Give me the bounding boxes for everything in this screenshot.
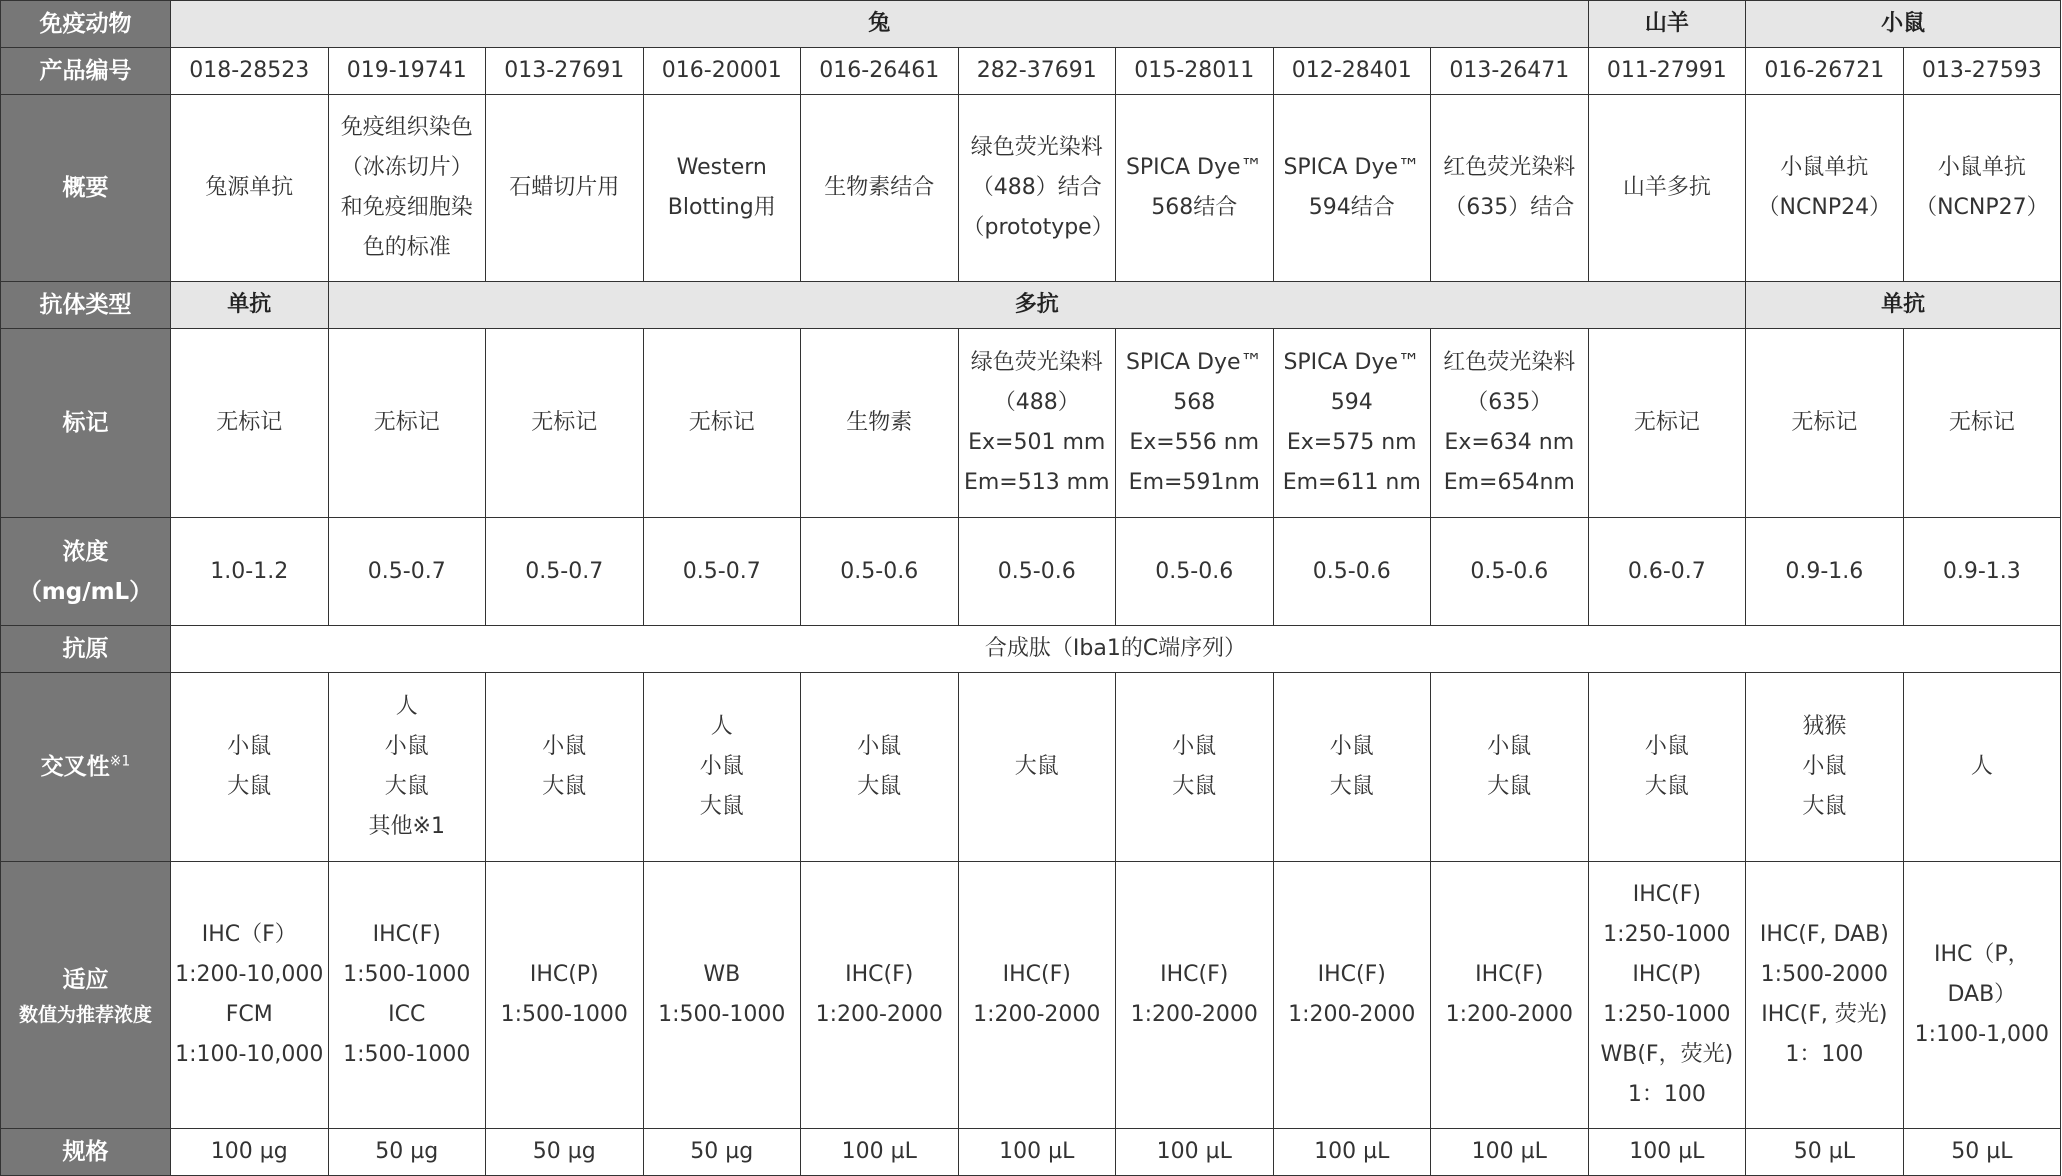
summary-cell-line: 生物素结合 <box>824 175 935 200</box>
row-concentration <box>1 518 2061 626</box>
application-cell-line: DAB） <box>1947 982 2017 1007</box>
cross-reactivity-cell-line: 小鼠 <box>1487 734 1532 759</box>
row-header-application <box>1 862 171 1129</box>
cross-reactivity-cell-line: 大鼠 <box>384 774 429 799</box>
summary-cell-line: （488）结合 <box>971 175 1102 200</box>
application-cell-line: 1:200-2000 <box>973 1002 1101 1027</box>
application-cell-line: 1:500-1000 <box>658 1002 786 1027</box>
row-product-no <box>1 48 2061 95</box>
label-cell-line: Ex=501 mm <box>968 430 1106 455</box>
summary-cell <box>1273 95 1431 282</box>
summary-cell <box>171 95 329 282</box>
label-cell <box>171 329 329 518</box>
label-cell-line: （635） <box>1466 390 1553 415</box>
animal-group-goat: 山羊 <box>1588 1 1746 48</box>
label-cell-line: SPICA Dye™ <box>1283 350 1421 375</box>
label-cell <box>1903 329 2061 518</box>
summary-cell-line: SPICA Dye™ <box>1283 155 1421 180</box>
application-cell-line: 1:500-1000 <box>500 1002 628 1027</box>
cross-reactivity-cell <box>1116 673 1274 862</box>
label-cell-line: 无标记 <box>1948 410 2015 435</box>
application-cell <box>801 862 959 1129</box>
application-cell-line: IHC（F） <box>201 922 297 947</box>
application-cell <box>1116 862 1274 1129</box>
application-cell-line: 1:100-10,000 <box>175 1042 324 1067</box>
label-cell-line: Ex=634 nm <box>1444 430 1575 455</box>
cross-reactivity-cell-line: 大鼠 <box>857 774 902 799</box>
cross-reactivity-cell-line: 小鼠 <box>1172 734 1217 759</box>
cross-reactivity-cell-line: 小鼠 <box>1644 734 1689 759</box>
row-header-product-no: 产品编号 <box>1 48 171 95</box>
cross-reactivity-cell-line: 大鼠 <box>1329 774 1374 799</box>
product-code-cell: 011-27991 <box>1588 48 1746 95</box>
summary-cell-line: （635）结合 <box>1444 195 1575 220</box>
label-cell-line: Ex=575 nm <box>1286 430 1417 455</box>
application-cell-line: IHC(F) <box>1475 962 1544 987</box>
application-cell-line: 1:200-2000 <box>1288 1002 1416 1027</box>
application-cell-line: FCM <box>225 1002 273 1027</box>
summary-cell <box>1116 95 1274 282</box>
application-cell-line: IHC(P) <box>529 962 599 987</box>
label-cell-line: 568 <box>1173 390 1216 415</box>
summary-cell <box>801 95 959 282</box>
cross-reactivity-note-mark: ※1 <box>109 753 131 770</box>
application-cell-line: 1:500-2000 <box>1760 962 1888 987</box>
summary-cell-line: Western <box>676 155 767 180</box>
cross-reactivity-cell-line: 大鼠 <box>542 774 587 799</box>
summary-cell-line: 石蜡切片用 <box>509 175 620 200</box>
summary-cell <box>486 95 644 282</box>
application-cell-line: ICC <box>388 1002 426 1027</box>
row-header-cross-reactivity <box>1 673 171 862</box>
label-cell-line: 无标记 <box>373 410 440 435</box>
label-cell <box>958 329 1116 518</box>
product-code-cell: 019-19741 <box>328 48 486 95</box>
application-cell-line: IHC(F) <box>1317 962 1386 987</box>
row-header-size: 规格 <box>1 1129 171 1176</box>
label-cell <box>643 329 801 518</box>
concentration-header-line-1: 浓度 <box>62 538 109 565</box>
size-cell: 50 µg <box>643 1129 801 1176</box>
cross-reactivity-cell <box>486 673 644 862</box>
application-cell-line: IHC(F) <box>1632 882 1701 907</box>
application-header-text: 适应 <box>62 967 109 993</box>
concentration-cell: 0.5-0.6 <box>1431 518 1589 626</box>
size-cell: 100 µL <box>958 1129 1116 1176</box>
concentration-cell: 0.5-0.6 <box>958 518 1116 626</box>
concentration-cell: 0.6-0.7 <box>1588 518 1746 626</box>
concentration-cell: 0.9-1.6 <box>1746 518 1904 626</box>
cross-reactivity-cell-line: 人 <box>710 714 733 739</box>
product-code-cell: 282-37691 <box>958 48 1116 95</box>
row-header-antibody-type: 抗体类型 <box>1 282 171 329</box>
label-cell <box>486 329 644 518</box>
cross-reactivity-cell <box>328 673 486 862</box>
cross-reactivity-cell-line: 其他※1 <box>368 814 445 839</box>
application-cell <box>1431 862 1589 1129</box>
antibody-type-polyclonal: 多抗 <box>328 282 1746 329</box>
product-code-cell: 012-28401 <box>1273 48 1431 95</box>
label-cell <box>1746 329 1904 518</box>
cross-reactivity-cell-line: 大鼠 <box>1172 774 1217 799</box>
application-cell-line: 1:200-2000 <box>1130 1002 1258 1027</box>
product-code-cell: 015-28011 <box>1116 48 1274 95</box>
row-header-antigen: 抗原 <box>1 626 171 673</box>
cross-reactivity-cell-line: 狨猴 <box>1802 714 1847 739</box>
application-cell <box>171 862 329 1129</box>
concentration-cell: 0.5-0.7 <box>643 518 801 626</box>
summary-cell-line: 594结合 <box>1308 195 1395 220</box>
cross-reactivity-cell-line: 小鼠 <box>1802 754 1847 779</box>
cross-reactivity-cell-line: 大鼠 <box>1802 794 1847 819</box>
application-cell <box>486 862 644 1129</box>
cross-reactivity-cell-line: 小鼠 <box>857 734 902 759</box>
label-cell-line: 无标记 <box>1633 410 1700 435</box>
cross-reactivity-cell <box>171 673 329 862</box>
summary-cell-line: SPICA Dye™ <box>1125 155 1263 180</box>
product-code-cell: 013-26471 <box>1431 48 1589 95</box>
label-cell-line: 绿色荧光染料 <box>970 350 1103 375</box>
size-cell: 100 µL <box>801 1129 959 1176</box>
product-code-cell: 013-27691 <box>486 48 644 95</box>
size-cell: 100 µL <box>1116 1129 1274 1176</box>
application-cell <box>1903 862 2061 1129</box>
cross-reactivity-cell <box>643 673 801 862</box>
application-header-subtext: 数值为推荐浓度 <box>18 1004 152 1026</box>
cross-reactivity-cell-line: 大鼠 <box>1644 774 1689 799</box>
label-cell-line: SPICA Dye™ <box>1125 350 1263 375</box>
summary-cell-line: 兔源单抗 <box>205 175 294 200</box>
product-code-cell: 018-28523 <box>171 48 329 95</box>
row-summary <box>1 95 2061 282</box>
summary-cell-line: （冰冻切片） <box>340 155 473 180</box>
concentration-cell: 0.5-0.6 <box>801 518 959 626</box>
label-cell-line: 无标记 <box>531 410 598 435</box>
cross-reactivity-cell-line: 大鼠 <box>699 794 744 819</box>
summary-cell-line: 和免疫细胞染 <box>340 195 473 220</box>
label-cell-line: （488） <box>993 390 1080 415</box>
cross-reactivity-cell <box>1746 673 1904 862</box>
application-cell <box>1273 862 1431 1129</box>
product-code-cell: 016-26461 <box>801 48 959 95</box>
cross-reactivity-cell-line: 大鼠 <box>1487 774 1532 799</box>
summary-cell-line: 色的标准 <box>362 235 451 260</box>
application-cell-line: 1:200-10,000 <box>175 962 324 987</box>
cross-reactivity-cell-line: 小鼠 <box>542 734 587 759</box>
label-cell-line: 红色荧光染料 <box>1443 350 1576 375</box>
application-cell-line: 1:250-1000 <box>1603 922 1731 947</box>
cross-reactivity-cell-line: 小鼠 <box>227 734 272 759</box>
summary-cell-line: 绿色荧光染料 <box>970 135 1103 160</box>
row-label <box>1 329 2061 518</box>
summary-cell <box>1431 95 1589 282</box>
antibody-type-monoclonal-a: 单抗 <box>171 282 329 329</box>
application-cell-line: 1：100 <box>1627 1082 1706 1107</box>
summary-cell <box>1903 95 2061 282</box>
label-cell-line: Em=654nm <box>1443 470 1575 495</box>
application-cell-line: WB <box>703 962 741 987</box>
row-header-animal: 免疫动物 <box>1 1 171 48</box>
label-cell <box>1588 329 1746 518</box>
concentration-cell: 0.5-0.6 <box>1116 518 1274 626</box>
application-cell-line: WB(F，荧光) <box>1600 1042 1734 1067</box>
row-animal <box>1 1 2061 48</box>
application-cell <box>958 862 1116 1129</box>
application-cell-line: 1：100 <box>1785 1042 1864 1067</box>
label-cell-line: Ex=556 nm <box>1129 430 1260 455</box>
cross-reactivity-cell <box>1273 673 1431 862</box>
label-cell-line: 无标记 <box>1791 410 1858 435</box>
size-cell: 100 µL <box>1273 1129 1431 1176</box>
application-cell-line: IHC(F) <box>1002 962 1071 987</box>
concentration-header-line-2: （mg/mL） <box>18 578 153 605</box>
summary-cell <box>958 95 1116 282</box>
summary-cell <box>643 95 801 282</box>
cross-reactivity-cell-line: 小鼠 <box>384 734 429 759</box>
label-cell <box>1431 329 1589 518</box>
cross-reactivity-cell-line: 人 <box>1970 754 1993 779</box>
application-cell-line: IHC(F, 荧光) <box>1761 1002 1888 1027</box>
label-cell <box>328 329 486 518</box>
summary-cell-line: （NCNP24） <box>1757 195 1892 220</box>
summary-cell-line: 小鼠单抗 <box>1937 155 2026 180</box>
size-cell: 100 µL <box>1588 1129 1746 1176</box>
summary-cell-line: 568结合 <box>1151 195 1238 220</box>
application-cell-line: IHC(F) <box>1160 962 1229 987</box>
concentration-cell: 0.5-0.7 <box>486 518 644 626</box>
application-cell-line: IHC(F) <box>372 922 441 947</box>
concentration-cell: 0.5-0.6 <box>1273 518 1431 626</box>
label-cell-line: 无标记 <box>688 410 755 435</box>
application-cell-line: 1:200-2000 <box>1445 1002 1573 1027</box>
label-cell-line: 594 <box>1330 390 1373 415</box>
cross-reactivity-cell-line: 小鼠 <box>699 754 744 779</box>
concentration-cell: 1.0-1.2 <box>171 518 329 626</box>
summary-cell-line: Blotting用 <box>667 195 776 220</box>
cross-reactivity-cell <box>1588 673 1746 862</box>
label-cell-line: 生物素 <box>846 410 913 435</box>
label-cell <box>1116 329 1274 518</box>
cross-reactivity-cell <box>1903 673 2061 862</box>
summary-cell-line: 山羊多抗 <box>1622 175 1711 200</box>
row-cross-reactivity <box>1 673 2061 862</box>
summary-cell <box>1746 95 1904 282</box>
product-code-cell: 016-20001 <box>643 48 801 95</box>
application-cell-line: 1:200-2000 <box>815 1002 943 1027</box>
summary-cell-line: 红色荧光染料 <box>1443 155 1576 180</box>
row-size <box>1 1129 2061 1176</box>
antibody-type-monoclonal-b: 单抗 <box>1746 282 2061 329</box>
application-cell-line: IHC(P) <box>1632 962 1702 987</box>
application-cell-line: 1:100-1,000 <box>1914 1022 2049 1047</box>
cross-reactivity-cell <box>958 673 1116 862</box>
application-cell-line: 1:250-1000 <box>1603 1002 1731 1027</box>
cross-reactivity-cell <box>1431 673 1589 862</box>
size-cell: 50 µL <box>1746 1129 1904 1176</box>
size-cell: 50 µg <box>486 1129 644 1176</box>
label-cell <box>1273 329 1431 518</box>
product-code-cell: 013-27593 <box>1903 48 2061 95</box>
animal-group-mouse: 小鼠 <box>1746 1 2061 48</box>
row-header-concentration <box>1 518 171 626</box>
summary-cell-line: （NCNP27） <box>1915 195 2049 220</box>
application-cell-line: 1:500-1000 <box>343 962 471 987</box>
label-cell-line: Em=611 nm <box>1282 470 1421 495</box>
summary-cell <box>328 95 486 282</box>
cross-reactivity-cell-line: 大鼠 <box>1014 754 1059 779</box>
application-cell <box>1746 862 1904 1129</box>
cross-reactivity-cell <box>801 673 959 862</box>
row-antibody-type <box>1 282 2061 329</box>
application-cell <box>328 862 486 1129</box>
cross-reactivity-header-text: 交叉性 <box>40 754 110 780</box>
summary-cell-line: （prototype） <box>962 215 1114 240</box>
row-antigen <box>1 626 2061 673</box>
cross-reactivity-cell-line: 人 <box>395 694 418 719</box>
concentration-cell: 0.5-0.7 <box>328 518 486 626</box>
cross-reactivity-cell-line: 大鼠 <box>227 774 272 799</box>
summary-cell-line: 免疫组织染色 <box>340 115 473 140</box>
application-cell-line: IHC（P， <box>1934 942 2030 967</box>
size-cell: 50 µg <box>328 1129 486 1176</box>
row-application <box>1 862 2061 1129</box>
application-cell-line: IHC(F, DAB) <box>1759 922 1889 947</box>
application-cell-line: 1:500-1000 <box>343 1042 471 1067</box>
size-cell: 100 µg <box>171 1129 329 1176</box>
summary-cell <box>1588 95 1746 282</box>
label-cell-line: Em=591nm <box>1128 470 1260 495</box>
application-cell <box>643 862 801 1129</box>
cross-reactivity-cell-line: 小鼠 <box>1329 734 1374 759</box>
product-code-cell: 016-26721 <box>1746 48 1904 95</box>
summary-cell-line: 小鼠单抗 <box>1780 155 1869 180</box>
application-cell-line: IHC(F) <box>845 962 914 987</box>
concentration-cell: 0.9-1.3 <box>1903 518 2061 626</box>
row-header-label: 标记 <box>1 329 171 518</box>
size-cell: 100 µL <box>1431 1129 1589 1176</box>
animal-group-rabbit: 兔 <box>171 1 1589 48</box>
label-cell-line: 无标记 <box>216 410 283 435</box>
size-cell: 50 µL <box>1903 1129 2061 1176</box>
label-cell <box>801 329 959 518</box>
antigen-value: 合成肽（Iba1的C端序列） <box>171 626 2061 673</box>
label-cell-line: Em=513 mm <box>963 470 1110 495</box>
row-header-summary: 概要 <box>1 95 171 282</box>
application-cell <box>1588 862 1746 1129</box>
